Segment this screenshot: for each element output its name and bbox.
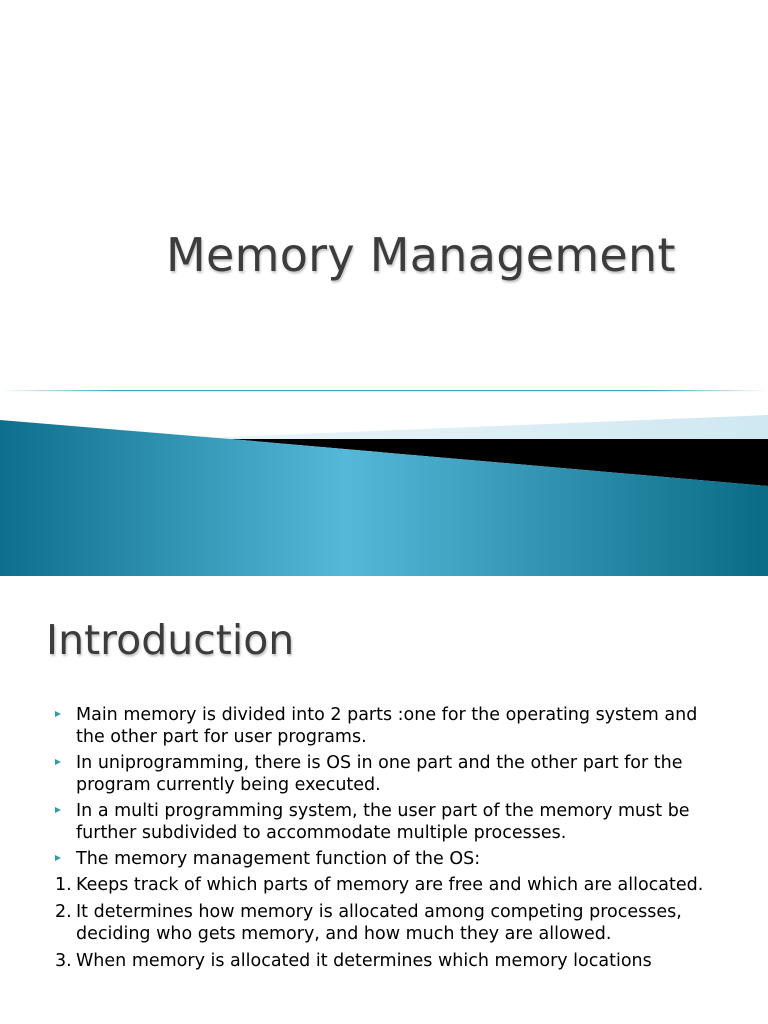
introduction-slide [0, 576, 768, 1024]
arrow-bullet-icon [55, 855, 61, 861]
item-number: 2. [55, 902, 72, 922]
list-item-text: In uniprogramming, there is OS in one part and the other part for the program currently being executed. [76, 753, 683, 795]
list-item-text: In a multi programming system, the user part of the memory must be further subdivided to accommodate multiple processes. [76, 801, 690, 843]
list-item-text: It determines how memory is allocated among competing processes, deciding who gets memory, and how much they are allowed. [76, 902, 682, 944]
list-item [0, 800, 768, 844]
list-item-text: When memory is allocated it determines which memory locations [76, 951, 652, 971]
numbered-item [0, 901, 768, 945]
arrow-bullet-icon [55, 807, 61, 813]
slide-heading: Introduction [46, 616, 295, 664]
arrow-bullet-icon [55, 759, 61, 765]
divider-line [0, 390, 768, 391]
list-item [0, 752, 768, 796]
item-number: 1. [55, 875, 72, 895]
bullet-list [0, 704, 768, 977]
numbered-item [0, 950, 768, 972]
list-item [0, 848, 768, 870]
list-item-text: Main memory is divided into 2 parts :one for the operating system and the other part for user programs. [76, 705, 698, 747]
item-number: 3. [55, 951, 72, 971]
list-item [0, 704, 768, 748]
slide-title: Memory Management [166, 228, 676, 282]
pale-band [200, 415, 768, 440]
list-item-text: Keeps track of which parts of memory are free and which are allocated. [76, 875, 704, 895]
arrow-bullet-icon [55, 711, 61, 717]
list-item-text: The memory management function of the OS: [76, 849, 481, 869]
numbered-item [0, 874, 768, 896]
